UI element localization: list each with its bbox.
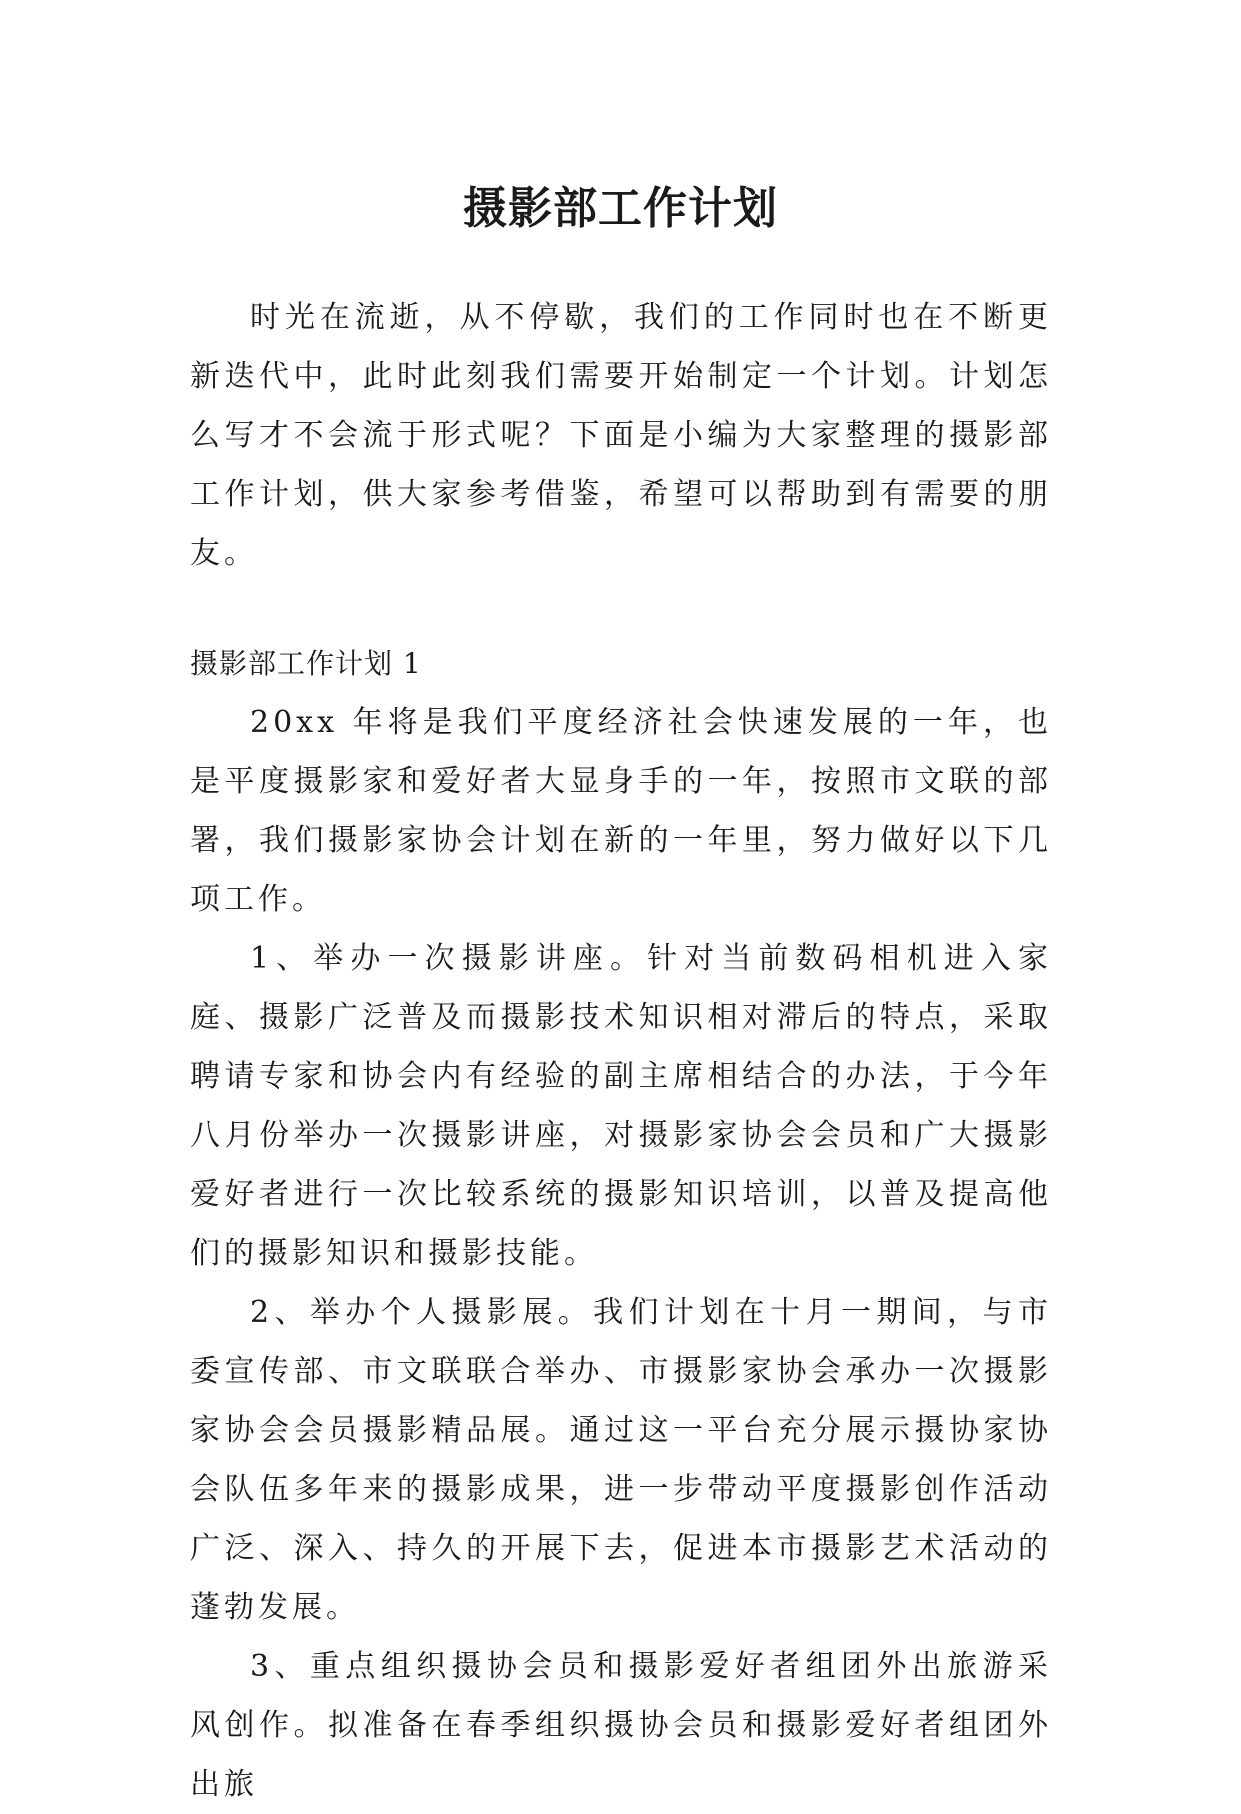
intro-paragraph: 时光在流逝，从不停歇，我们的工作同时也在不断更新迭代中，此时此刻我们需要开始制定一个计划。计划怎么写才不会流于形式呢？下面是小编为大家整理的摄影部工作计划，供大家参考借鉴，希望可以帮助到有需要的朋友。 bbox=[190, 300, 1052, 571]
document-title: 摄影部工作计划 bbox=[463, 183, 778, 235]
body-paragraph: 2、举办个人摄影展。我们计划在十月一期间，与市委宣传部、市文联联合举办、市摄影家协会承办一次摄影家协会会员摄影精品展。通过这一平台充分展示摄协家协会队伍多年来的摄影成果，进一步带动平度摄影创作活动广泛、深入、持久的开展下去，促进本市摄影艺术活动的蓬勃发展。 bbox=[190, 1295, 1052, 1625]
document-body bbox=[190, 288, 1052, 1814]
section-heading: 摄影部工作计划 1 bbox=[190, 647, 422, 680]
body-paragraph: 3、重点组织摄协会员和摄影爱好者组团外出旅游采风创作。拟准备在春季组织摄协会员和摄影爱好者组团外出旅 bbox=[190, 1649, 1052, 1802]
body-paragraph: 1、举办一次摄影讲座。针对当前数码相机进入家庭、摄影广泛普及而摄影技术知识相对滞后的特点，采取聘请专家和协会内有经验的副主席相结合的办法，于今年八月份举办一次摄影讲座，对摄影家协会会员和广大摄影爱好者进行一次比较系统的摄影知识培训，以普及提高他们的摄影知识和摄影技能。 bbox=[190, 941, 1052, 1271]
body-paragraph: 20xx 年将是我们平度经济社会快速发展的一年，也是平度摄影家和爱好者大显身手的一年，按照市文联的部署，我们摄影家协会计划在新的一年里，努力做好以下几项工作。 bbox=[190, 705, 1052, 917]
